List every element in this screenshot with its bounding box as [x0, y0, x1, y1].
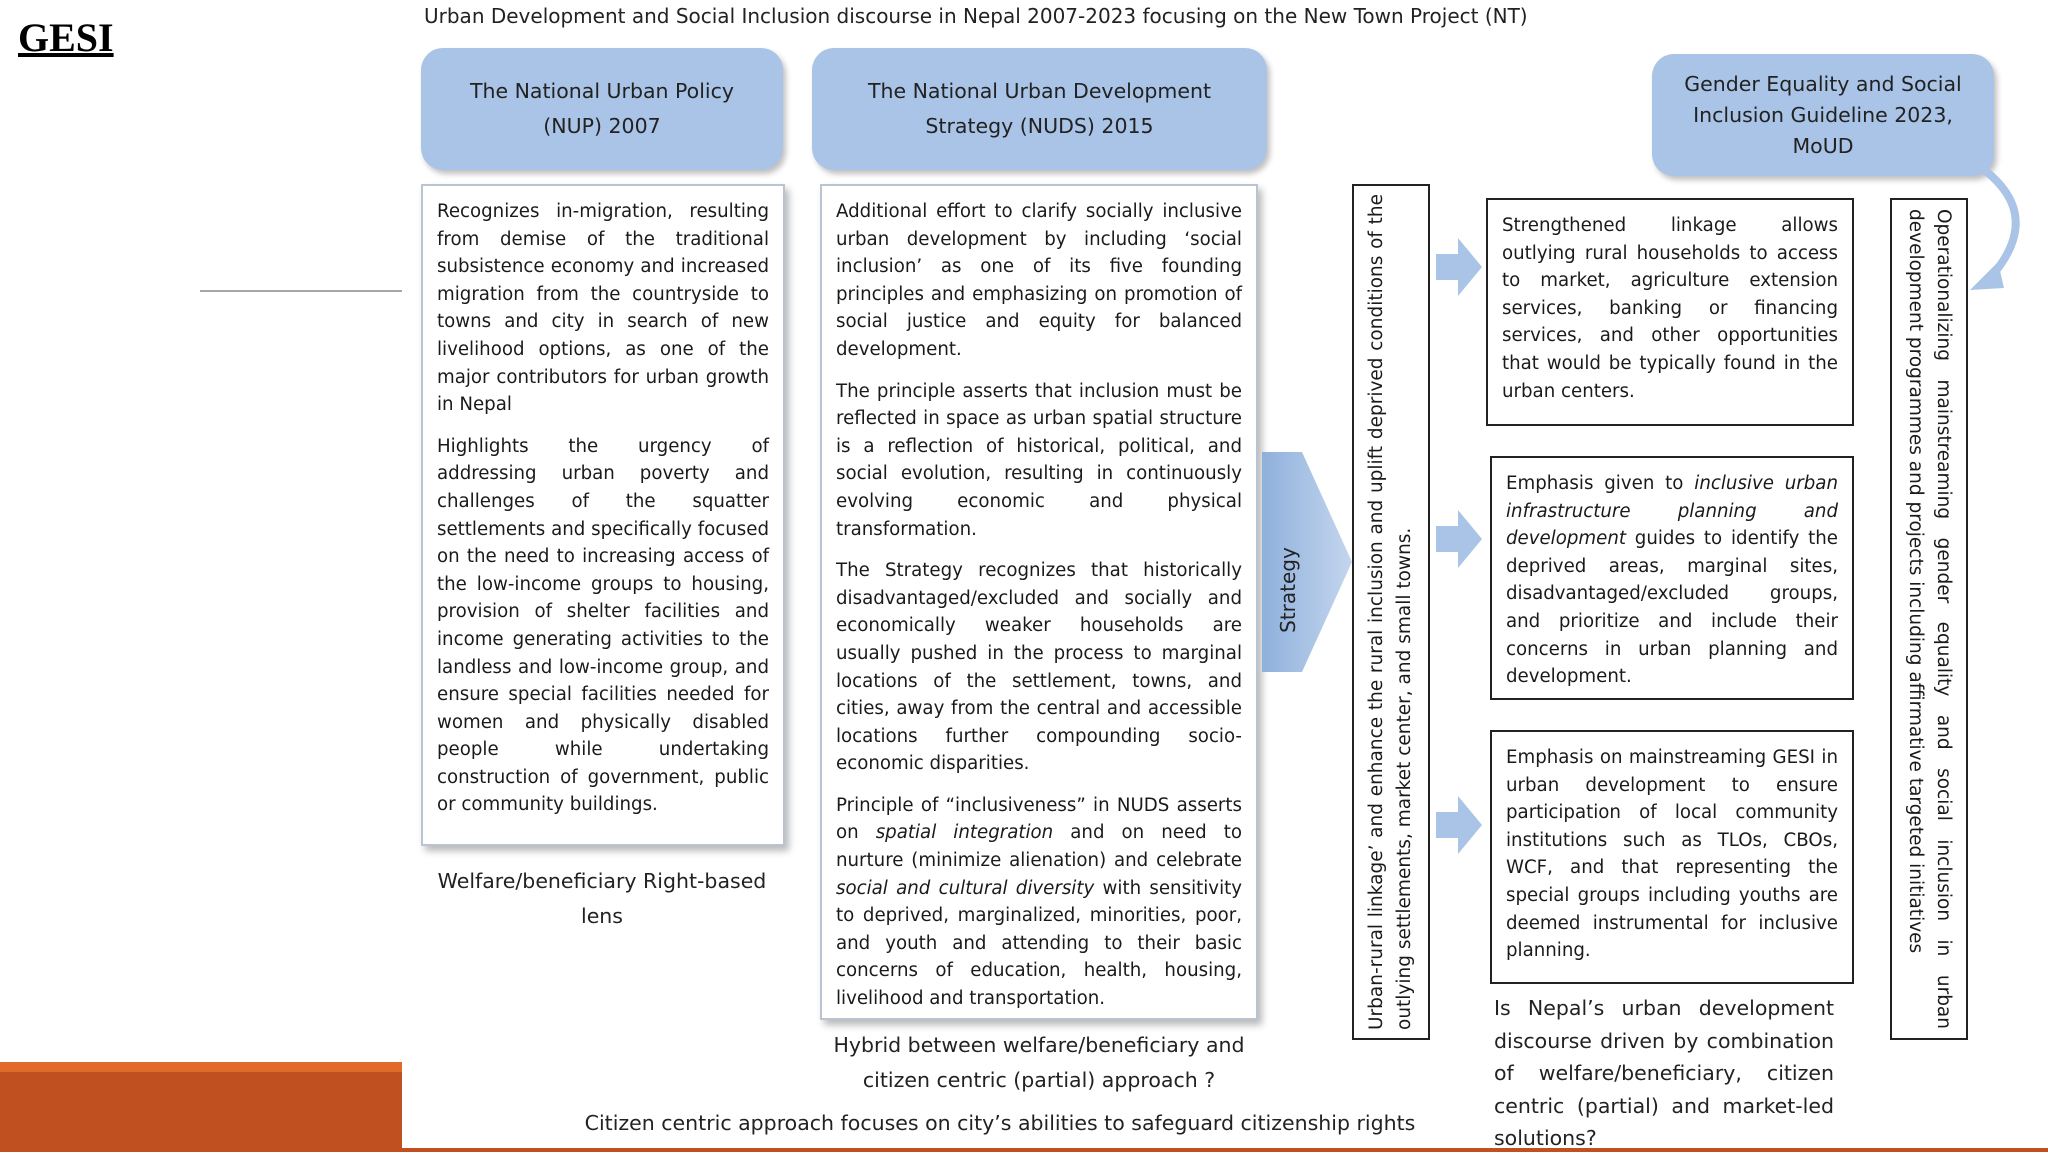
gesi-mainstreaming-box: Emphasis on mainstreaming GESI in urban development to ensure participation of local community institutions such as TLOs, CBOs, WCF, and that representing the special groups including youths are deemed instrumental for inclusive planning.	[1490, 730, 1854, 984]
gesi-operationalizing-box	[1890, 198, 1968, 1040]
strategy-label: Strategy	[1276, 547, 1300, 633]
strategy-label-wrap	[1258, 540, 1318, 640]
welfare-caption: Welfare/beneficiary Right-based lens	[437, 869, 767, 928]
nuds-text-box	[820, 184, 1258, 1020]
right-arrow-icon	[1436, 796, 1482, 854]
hybrid-caption: Hybrid between welfare/beneficiary and citizen centric (partial) approach ?	[833, 1033, 1245, 1092]
accent-stripe-highlight	[0, 1062, 402, 1072]
slide-title: GESI	[18, 15, 114, 60]
right-arrow-icon	[1436, 510, 1482, 568]
nuds-paragraph-3: The Strategy recognizes that historically disadvantaged/excluded and socially and economically weaker households are usually pushed in the process to marginal locations of the settlement, towns, and cities, away from the central and accessible locations further compounding socio-economic disparities.	[836, 560, 1242, 775]
nup-paragraph-2: Highlights the urgency of addressing urban poverty and challenges of the squatter settlements and specifically focused on the need to increasing access of the low-income groups to housing, provision of shelter facilities and income generating activities to the landless and low-income group, and ensure special facilities needed for women and physically disabled people while undertaking construction of government, public or community buildings.	[437, 435, 769, 816]
infrastructure-outcome-box: Emphasis given to inclusive urban infrastructure planning and development guides to identify the deprived areas, marginal sites, disadvantaged/excluded groups, and prioritize and include their concerns in urban planning and development.	[1490, 456, 1854, 700]
linkage-outcome-box: Strengthened linkage allows outlying rural households to access to market, agriculture extension services, banking or financing services, and other opportunities that would be typically found in the urban centers.	[1486, 198, 1854, 426]
rural-linkage-text: Urban-rural linkage’ and enhance the rural inclusion and uplift deprived conditions of the outlying settlements, market center, and small towns.	[1366, 194, 1415, 1030]
gesi-guideline-pill: Gender Equality and Social Inclusion Guideline 2023, MoUD	[1652, 54, 1994, 176]
divider-line	[200, 290, 402, 292]
gesi-operationalizing-text: Operationalizing mainstreaming gender equality and social inclusion in urban development programmes and projects including affirmative targeted initiatives	[1905, 209, 1954, 1029]
discourse-question: Is Nepal’s urban development discourse driven by combination of welfare/beneficiary, citizen centric (partial) and market-led solutions?	[1494, 996, 1834, 1150]
diagram-heading: Urban Development and Social Inclusion discourse in Nepal 2007-2023 focusing on the New Town Project (NT)	[424, 4, 1528, 28]
nuds-paragraph-1: Additional effort to clarify socially inclusive urban development by including ‘social inclusion’ as one of its five founding principles and emphasizing on promotion of social justice and equity for balanced development.	[836, 201, 1242, 360]
nuds-paragraph-4: Principle of “inclusiveness” in NUDS asserts on spatial integration and on need to nurture (minimize alienation) and celebrate social and cultural diversity with sensitivity to deprived, marginalized, minorities, poor, and youth and attending to their basic concerns of education, health, housing, livelihood and transportation.	[836, 794, 1243, 1010]
nup-paragraph-1: Recognizes in-migration, resulting from demise of the traditional subsistence economy and increased migration from the countryside to towns and city in search of new livelihood options, as one of the major contributors for urban growth in Nepal	[437, 201, 769, 416]
rural-linkage-box	[1352, 184, 1430, 1040]
right-arrow-icon	[1436, 238, 1482, 296]
nuds-pill: The National Urban Development Strategy (NUDS) 2015	[812, 48, 1267, 170]
nup-text-box	[421, 184, 785, 846]
curved-arrow-icon	[1960, 150, 2040, 300]
citizen-caption: Citizen centric approach focuses on city’s abilities to safeguard citizenship rights	[584, 1111, 1416, 1135]
nuds-paragraph-2: The principle asserts that inclusion must be reflected in space as urban spatial structure is a reflection of historical, political, and social evolution, resulting in continuously evolving economic and physical transformation.	[836, 380, 1242, 540]
nup-pill: The National Urban Policy (NUP) 2007	[421, 48, 783, 170]
accent-stripe	[0, 1065, 402, 1152]
